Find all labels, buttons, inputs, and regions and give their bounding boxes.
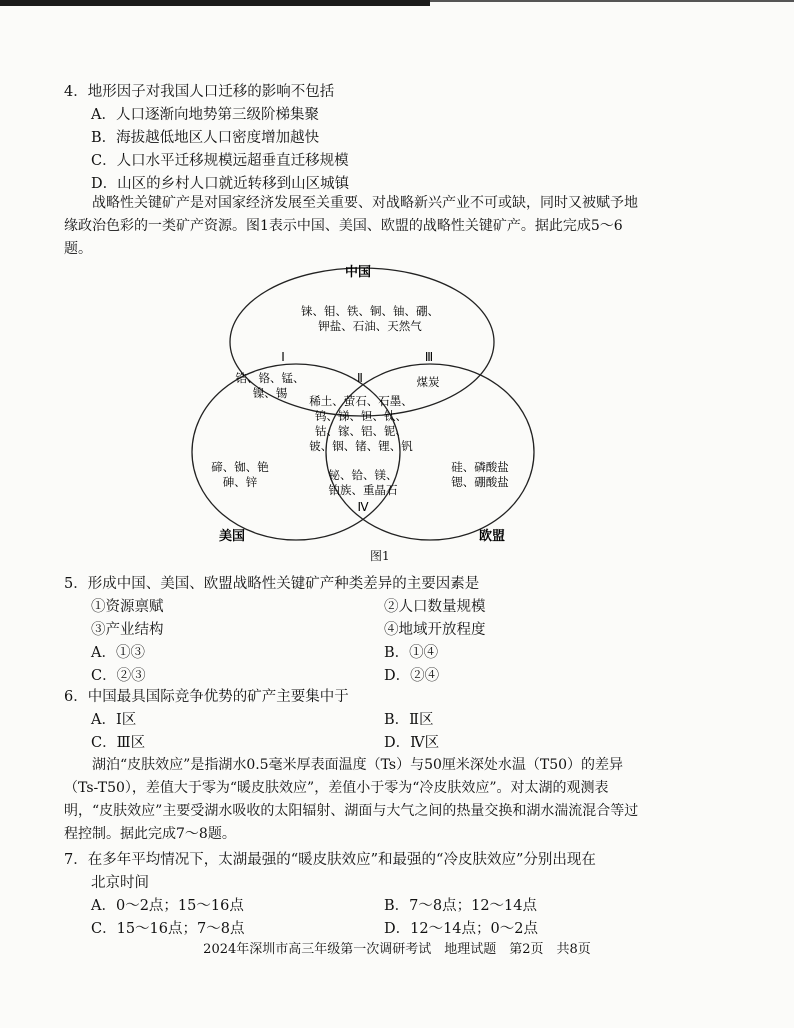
region-iv-line-1: 铋、铪、镁、 [328,468,398,482]
eu-label: 欧盟 [478,529,506,544]
usa-only-line-2: 砷、锌 [222,475,258,489]
region-iv-label: Ⅳ [357,500,369,514]
china-label: 中国 [344,265,372,280]
q5-option-a: A．①③ [91,645,145,661]
q7-stem-line-1: 7．在多年平均情况下，太湖最强的“暖皮肤效应”和最强的“冷皮肤效应”分别出现在 [64,852,596,868]
q7-stem-line-2: 北京时间 [91,875,149,891]
q5-option-d: D．②④ [384,668,440,684]
region-iii-text: 煤炭 [416,375,440,389]
intro-5-6: 战略性关键矿产是对国家经济发展至关重要、对战略新兴产业不可或缺，同时又被赋予地缘政治色彩的一类矿产资源。图1表示中国、美国、欧盟的战略性关键矿产。据此完成5～6题。 [64,195,638,257]
q5-stem: 5．形成中国、美国、欧盟战略性关键矿产种类差异的主要因素是 [64,576,480,592]
q5-factor-4: ④地域开放程度 [384,622,486,638]
china-only-line-2: 钾盐、石油、天然气 [318,319,422,333]
q5-factor-3: ③产业结构 [91,622,164,638]
intro-7-8: 湖泊“皮肤效应”是指湖水0.5毫米厚表面温度（Ts）与50厘米深处水温（T50）的差异（Ts-T50），差值大于零为“暖皮肤效应”，差值小于零为“冷皮肤效应”。对太湖的观测表明，“皮肤效应”主要受湖水吸收的太阳辐射、湖面与大气之间的热量交换和湖水湍流混合等过程控制。据此完成7～8题。 [64,757,639,842]
region-ii-line-2: 钨、锑、钽、钛、 [315,409,407,423]
usa-only-line-1: 碲、铷、铯 [211,460,269,474]
region-i-line-1: 锆、铬、锰、 [235,371,305,385]
scan-top-edge [0,0,794,6]
q7-option-c: C．15～16点；7～8点 [91,921,245,937]
region-ii-line-4: 铍、铟、锗、锂、钒 [309,439,413,453]
q7-option-d: D．12～14点；0～2点 [384,921,538,937]
venn-diagram [180,258,620,558]
page-footer: 2024年深圳市高三年级第一次调研考试 地理试题 第2页 共8页 [203,942,591,957]
q6-option-d: D．Ⅳ区 [384,735,440,751]
region-ii-label: Ⅱ [357,371,363,385]
q6-option-c: C．Ⅲ区 [91,735,146,751]
figure-caption: 图1 [370,549,390,563]
region-iv-line-2: 铂族、重晶石 [328,483,398,497]
figure-1-venn [180,258,620,558]
region-i-label: Ⅰ [281,350,285,364]
region-iii-label: Ⅲ [424,350,434,364]
q7-option-b: B．7～8点；12～14点 [384,898,538,914]
eu-only-line-2: 锶、硼酸盐 [451,475,509,489]
q4-option-c: C．人口水平迁移规模远超垂直迁移规模 [91,153,349,169]
q6-option-a: A．Ⅰ区 [91,712,137,728]
q5-factor-1: ①资源禀赋 [91,599,164,615]
q5-option-b: B．①④ [384,645,439,661]
usa-label: 美国 [218,529,246,544]
region-ii-line-3: 钴、镓、铝、铌、 [315,424,407,438]
region-i-line-2: 镍、锡 [252,386,288,400]
q4-option-b: B．海拔越低地区人口密度增加越快 [91,130,320,146]
q4-option-d: D．山区的乡村人口就近转移到山区城镇 [91,176,350,192]
region-ii-line-1: 稀土、萤石、石墨、 [309,394,413,408]
q7-option-a: A．0～2点；15～16点 [91,898,244,914]
q6-stem: 6．中国最具国际竞争优势的矿产主要集中于 [64,689,349,705]
q5-factor-2: ②人口数量规模 [384,599,486,615]
q4-stem: 4．地形因子对我国人口迁移的影响不包括 [64,84,335,100]
q5-option-c: C．②③ [91,668,146,684]
q6-option-b: B．Ⅱ区 [384,712,434,728]
q4-option-a: A．人口逐渐向地势第三级阶梯集聚 [91,107,319,123]
china-only-line-1: 铼、钼、铁、铜、铀、硼、 [301,304,439,318]
eu-only-line-1: 硅、磷酸盐 [451,460,509,474]
